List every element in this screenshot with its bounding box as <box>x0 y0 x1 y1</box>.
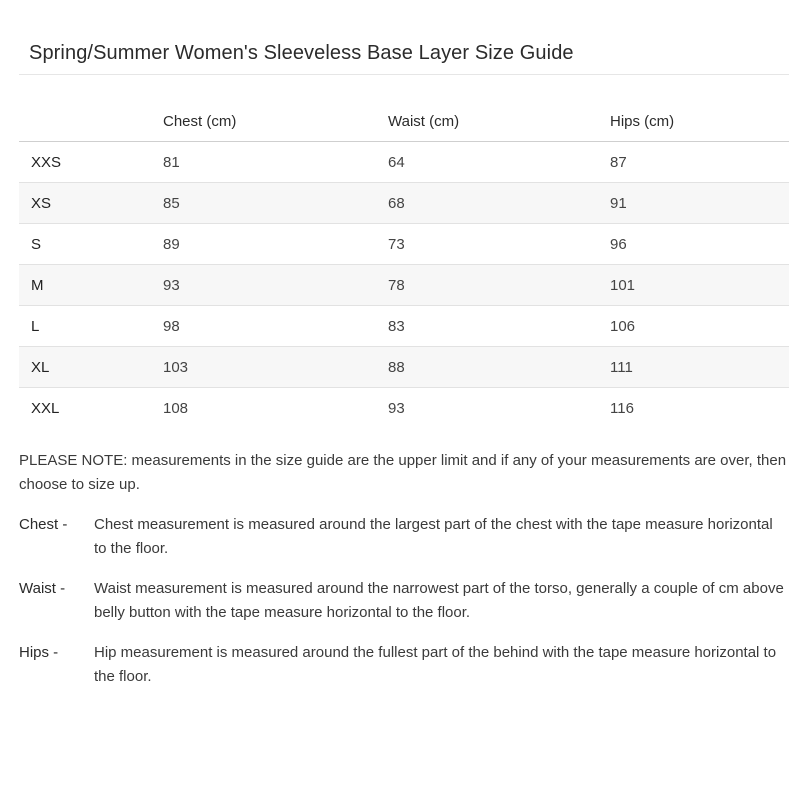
size-cell: XS <box>19 183 163 224</box>
size-cell: S <box>19 224 163 265</box>
measurement-definitions <box>19 513 789 689</box>
chest-cell: 98 <box>163 306 388 347</box>
size-cell: XL <box>19 347 163 388</box>
table-row <box>19 142 789 183</box>
definition-text: Hip measurement is measured around the fullest part of the behind with the tape measure horizontal to the floor. <box>94 644 777 685</box>
definition-term: Hips - <box>19 644 59 661</box>
table-row <box>19 347 789 388</box>
definition-text: Chest measurement is measured around the largest part of the chest with the tape measure horizontal to the floor. <box>94 516 773 557</box>
size-cell: XXL <box>31 399 60 417</box>
definition-hips <box>19 641 789 689</box>
waist-cell: 78 <box>388 265 610 306</box>
hips-cell: 96 <box>610 224 789 265</box>
size-guide <box>19 0 789 705</box>
table-header-row <box>19 101 789 142</box>
chest-cell: 89 <box>163 224 388 265</box>
header-waist: Waist (cm) <box>388 101 610 142</box>
table-row <box>19 306 789 347</box>
definition-chest <box>19 513 789 561</box>
size-cell: XXS <box>19 142 163 183</box>
waist-cell: 73 <box>388 224 610 265</box>
hips-cell: 116 <box>610 399 634 417</box>
chest-cell: 85 <box>163 183 388 224</box>
waist-cell: 88 <box>388 347 610 388</box>
size-cell: M <box>19 265 163 306</box>
hips-cell: 91 <box>610 183 789 224</box>
chest-cell: 81 <box>163 142 388 183</box>
table-row <box>19 388 789 429</box>
hips-cell: 106 <box>610 306 789 347</box>
size-note: PLEASE NOTE: measurements in the size guide are the upper limit and if any of your measurements are over, then choose to size up. <box>19 452 787 493</box>
table-row <box>19 183 789 224</box>
waist-cell: 83 <box>388 306 610 347</box>
hips-cell: 111 <box>610 347 789 388</box>
chest-cell: 103 <box>163 347 388 388</box>
page-title: Spring/Summer Women's Sleeveless Base Layer Size Guide <box>19 0 789 75</box>
table-row <box>19 265 789 306</box>
waist-cell: 64 <box>388 142 610 183</box>
waist-cell: 68 <box>388 183 610 224</box>
header-hips: Hips (cm) <box>610 101 789 142</box>
header-chest: Chest (cm) <box>163 101 388 142</box>
size-table <box>19 101 789 428</box>
table-row <box>19 224 789 265</box>
chest-cell: 93 <box>163 265 388 306</box>
chest-cell: 108 <box>163 399 189 417</box>
definition-text: Waist measurement is measured around the narrowest part of the torso, generally a couple of cm above belly button with the tape measure horizontal to the floor. <box>94 580 784 621</box>
definition-term: Waist - <box>19 580 66 597</box>
hips-cell: 87 <box>610 142 789 183</box>
waist-cell: 93 <box>388 399 405 417</box>
header-size <box>19 101 163 142</box>
size-cell: L <box>19 306 163 347</box>
hips-cell: 101 <box>610 265 789 306</box>
definition-term: Chest - <box>19 516 68 533</box>
definition-waist <box>19 577 789 625</box>
